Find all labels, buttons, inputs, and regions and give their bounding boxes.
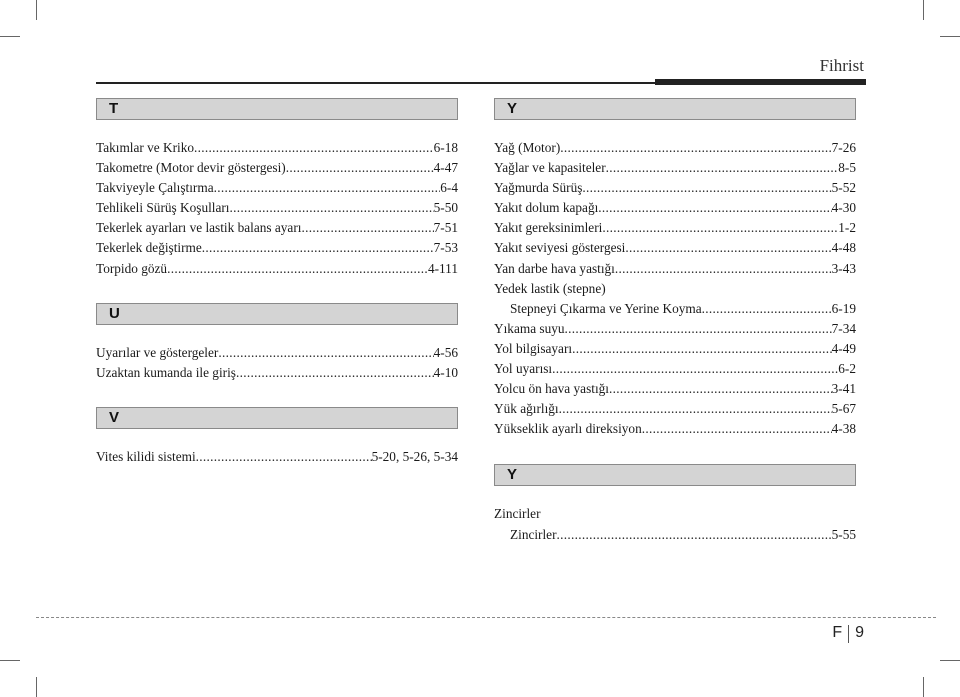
index-entry: Torpido gözü ..... 4-111 <box>96 259 458 279</box>
index-entry: Yağlar ve kapasiteler ..... 8-5 <box>494 158 856 178</box>
footer-divider <box>36 617 936 618</box>
section-header-v: V <box>96 407 458 429</box>
section-header-y: Y <box>494 98 856 120</box>
index-entry: Yağmurda Sürüş ..... 5-52 <box>494 178 856 198</box>
index-column-left <box>96 98 458 467</box>
index-entry: Yağ (Motor) ..... 7-26 <box>494 138 856 158</box>
index-entry: Yan darbe hava yastığı ..... 3-43 <box>494 259 856 279</box>
index-entry: Yakıt dolum kapağı ..... 4-30 <box>494 198 856 218</box>
index-entry-heading: Zincirler <box>494 506 541 522</box>
index-entry: Uyarılar ve göstergeler ..... 4-56 <box>96 343 458 363</box>
index-entry: Yıkama suyu ..... 7-34 <box>494 319 856 339</box>
crop-mark <box>36 677 37 697</box>
crop-mark <box>36 0 37 20</box>
footer-separator <box>848 625 849 643</box>
index-entry: Yakıt seviyesi göstergesi ..... 4-48 <box>494 238 856 258</box>
crop-mark <box>923 677 924 697</box>
section-header-u: U <box>96 303 458 325</box>
header-divider <box>96 82 656 84</box>
index-column-right <box>494 98 856 545</box>
index-entry: Yolcu ön hava yastığı ..... 3-41 <box>494 379 856 399</box>
section-entries-v <box>96 447 458 467</box>
page-number <box>832 624 864 643</box>
index-entry: Tehlikeli Sürüş Koşulları ..... 5-50 <box>96 198 458 218</box>
crop-mark <box>923 0 924 20</box>
index-entry: Yükseklik ayarlı direksiyon ..... 4-38 <box>494 419 856 439</box>
index-entry-heading: Yedek lastik (stepne) <box>494 280 606 296</box>
index-entry: Takometre (Motor devir göstergesi) ..... 4-47 <box>96 158 458 178</box>
index-entry: Takımlar ve Kriko ..... 6-18 <box>96 138 458 158</box>
index-entry: Takviyeyle Çalıştırma ..... 6-4 <box>96 178 458 198</box>
index-entry: Yakıt gereksinimleri ..... 1-2 <box>494 218 856 238</box>
index-entry: Vites kilidi sistemi ..... 5-20, 5-26, 5-34 <box>96 447 458 467</box>
section-entries-z <box>494 504 856 544</box>
section-entries-t <box>96 138 458 279</box>
index-entry: Yol uyarısı ..... 6-2 <box>494 359 856 379</box>
footer-section-letter: F <box>832 624 843 641</box>
page-title: Fihrist <box>819 56 864 75</box>
crop-mark <box>940 660 960 661</box>
index-entry: Yol bilgisayarı ..... 4-49 <box>494 339 856 359</box>
index-entry: Uzaktan kumanda ile giriş ..... 4-10 <box>96 363 458 383</box>
section-header-z: Y <box>494 464 856 486</box>
header-divider-thick <box>655 79 866 85</box>
footer-page-number: 9 <box>855 624 864 641</box>
section-entries-y <box>494 138 856 439</box>
index-subentry: Zincirler ..... 5-55 <box>494 525 856 545</box>
crop-mark <box>940 36 960 37</box>
index-entry: Tekerlek değiştirme ..... 7-53 <box>96 238 458 258</box>
section-header-t: T <box>96 98 458 120</box>
index-entry: Yük ağırlığı ..... 5-67 <box>494 399 856 419</box>
index-subentry: Stepneyi Çıkarma ve Yerine Koyma ..... 6-19 <box>494 299 856 319</box>
index-entry: Tekerlek ayarları ve lastik balans ayarı ..... 7-51 <box>96 218 458 238</box>
crop-mark <box>0 660 20 661</box>
section-entries-u <box>96 343 458 383</box>
crop-mark <box>0 36 20 37</box>
